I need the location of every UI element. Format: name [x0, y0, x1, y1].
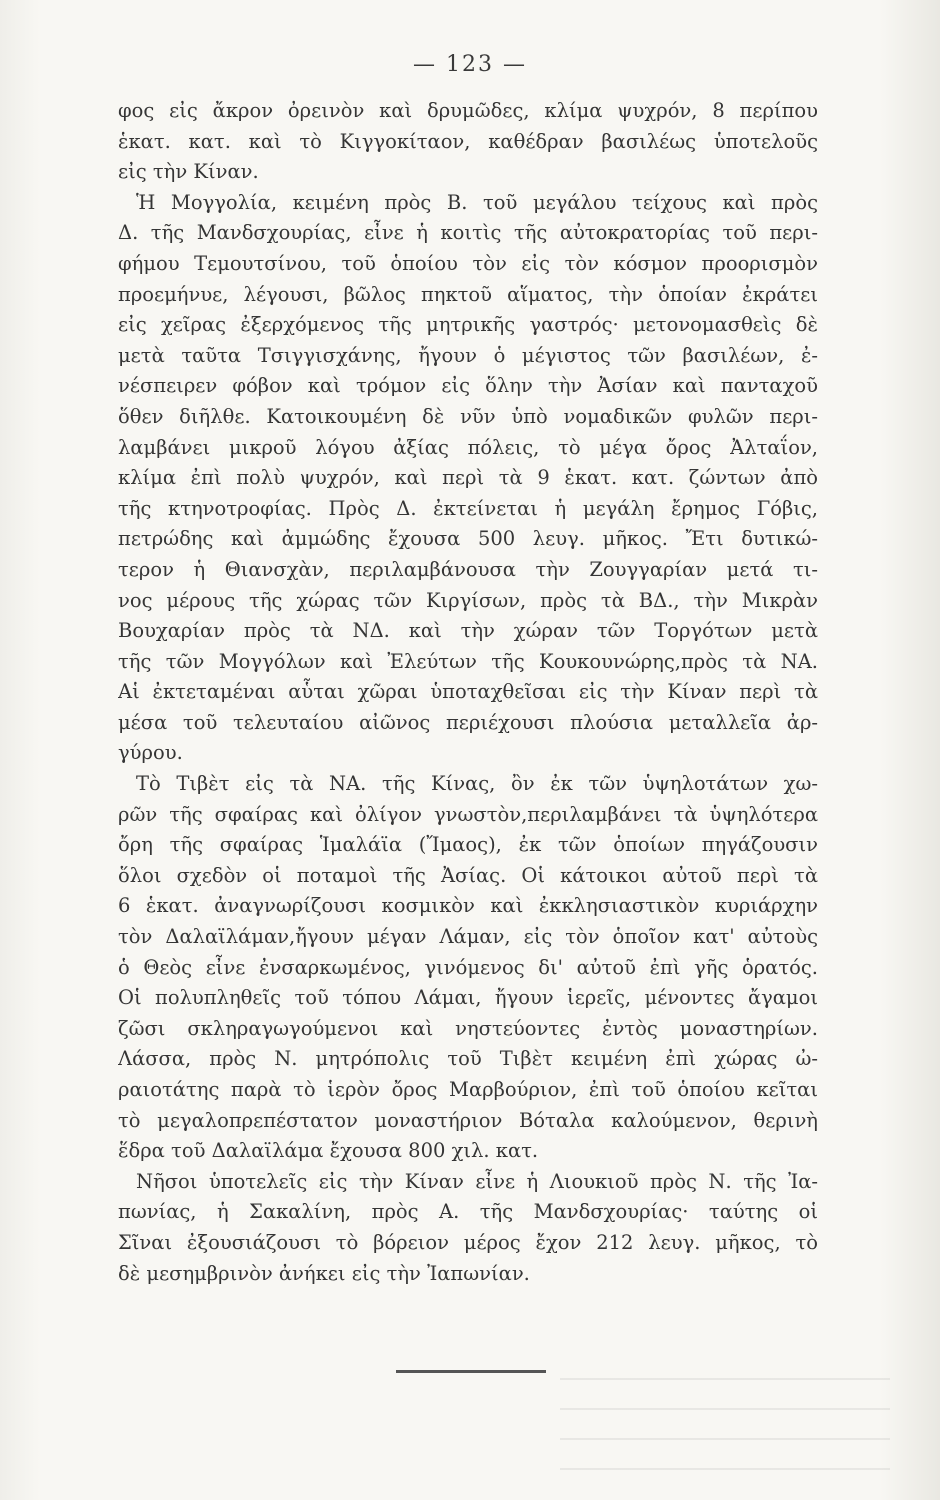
text-line: ὄρη τῆς σφαίρας Ἱμαλάϊα (Ἴμαος), ἐκ τῶν ὁποίων πηγάζουσιν	[118, 833, 818, 857]
text-line: εἰς χεῖρας ἐξερχόμενος τῆς μητρικῆς γαστρός· μετονομασθεὶς δὲ	[118, 313, 818, 337]
page-body-text	[118, 96, 818, 1289]
text-line: ὅλοι σχεδὸν οἱ ποταμοὶ τῆς Ἀσίας. Οἱ κάτοικοι αὐτοῦ περὶ τὰ	[118, 863, 818, 887]
text-line: Βουχαρίαν πρὸς τὰ ΝΔ. καὶ τὴν χώραν τῶν Τοργότων μετὰ	[118, 619, 818, 643]
text-line: πετρώδης καὶ ἀμμώδης ἔχουσα 500 λευγ. μῆκος. Ἔτι δυτικώ-	[118, 527, 818, 551]
text-line: ὅθεν διῆλθε. Κατοικουμένη δὲ νῦν ὑπὸ νομαδικῶν φυλῶν περι-	[118, 404, 818, 428]
text-line: φος εἰς ἄκρον ὀρεινὸν καὶ δρυμῶδες, κλίμα ψυχρόν, 8 περίπου	[118, 99, 818, 122]
text-line: 6 ἑκατ. ἀναγνωρίζουσι κοσμικὸν καὶ ἐκκλησιαστικὸν κυριάρχην	[118, 894, 818, 918]
text-line: μέσα τοῦ τελευταίου αἰῶνος περιέχουσι πλούσια μεταλλεῖα ἀρ-	[118, 710, 818, 734]
text-line: εἰς τὴν Κίναν.	[118, 160, 259, 184]
text-line: νέσπειρεν φόβον καὶ τρόμον εἰς ὅλην τὴν Ἀσίαν καὶ πανταχοῦ	[118, 374, 818, 398]
page-number: — 123 —	[413, 52, 527, 77]
text-line: Ἡ Μογγολία, κειμένη πρὸς Β. τοῦ μεγάλου τείχους καὶ πρὸς	[136, 190, 818, 214]
text-line: γύρου.	[118, 741, 183, 765]
text-line: τερον ἡ Θιανσχὰν, περιλαμβάνουσα τὴν Ζουγγαρίαν μετά τι-	[118, 557, 818, 581]
text-line: Αἱ ἐκτεταμέναι αὗται χῶραι ὑποταχθεῖσαι εἰς τὴν Κίναν περὶ τὰ	[118, 680, 818, 704]
text-line: Τὸ Τιβὲτ εἰς τὰ ΝΑ. τῆς Κίνας, ὂν ἐκ τῶν ὑψηλοτάτων χω-	[136, 772, 818, 796]
text-line: μετὰ ταῦτα Τσιγγισχάνης, ἤγουν ὁ μέγιστος τῶν βασιλέων, ἐ-	[118, 343, 818, 367]
show-through-text	[560, 1378, 890, 1498]
text-line: τῆς τῶν Μογγόλων καὶ Ἐλεύτων τῆς Κουκουνώρης,πρὸς τὰ ΝΑ.	[118, 649, 818, 673]
text-line: Δ. τῆς Μανδσχουρίας, εἶνε ἡ κοιτὶς τῆς αὐτοκρατορίας τοῦ περι-	[118, 221, 818, 245]
text-line: νος μέρους τῆς χώρας τῶν Κιργίσων, πρὸς τὰ ΒΔ., τὴν Μικρὰν	[118, 588, 818, 612]
text-line: Οἱ πολυπληθεῖς τοῦ τόπου Λάμαι, ἤγουν ἱερεῖς, μένοντες ἄγαμοι	[118, 986, 818, 1010]
text-line: ζῶσι σκληραγωγούμενοι καὶ νηστεύοντες ἐντὸς μοναστηρίων.	[118, 1016, 818, 1040]
text-line: ἑκατ. κατ. καὶ τὸ Κιγγοκίταον, καθέδραν βασιλέως ὑποτελοῦς	[118, 129, 818, 153]
text-line: ραιοτάτης παρὰ τὸ ἱερὸν ὄρος Μαρβούριον, ἐπὶ τοῦ ὁποίου κεῖται	[118, 1078, 818, 1101]
text-line: πωνίας, ἡ Σακαλίνη, πρὸς Α. τῆς Μανδσχουρίας· ταύτης οἱ	[118, 1200, 818, 1224]
text-line: προεμήνυε, λέγουσι, βῶλος πηκτοῦ αἵματος, τὴν ὁποίαν ἐκράτει	[118, 282, 818, 306]
text-line: Νῆσοι ὑποτελεῖς εἰς τὴν Κίναν εἶνε ἡ Λιουκιοῦ πρὸς Ν. τῆς Ἰα-	[136, 1169, 818, 1193]
text-line: φήμου Τεμουτσίνου, τοῦ ὁποίου τὸν εἰς τὸν κόσμον προορισμὸν	[118, 251, 818, 275]
text-line: ὁ Θεὸς εἶνε ἐνσαρκωμένος, γινόμενος δι' αὐτοῦ ἐπὶ γῆς ὁρατός.	[118, 955, 818, 979]
text-line: Λάσσα, πρὸς Ν. μητρόπολις τοῦ Τιβὲτ κειμένη ἐπὶ χώρας ὠ-	[118, 1047, 818, 1071]
text-line: ρῶν τῆς σφαίρας καὶ ὀλίγον γνωστὸν,περιλαμβάνει τὰ ὑψηλότερα	[118, 802, 818, 826]
end-rule	[396, 1370, 546, 1373]
text-line: κλίμα ἐπὶ πολὺ ψυχρόν, καὶ περὶ τὰ 9 ἑκατ. κατ. ζώντων ἀπὸ	[118, 466, 818, 490]
text-line: λαμβάνει μικροῦ λόγου ἀξίας πόλεις, τὸ μέγα ὄρος Ἀλταΐον,	[118, 435, 818, 459]
text-line: τὸν Δαλαϊλάμαν,ἤγουν μέγαν Λάμαν, εἰς τὸν ὁποῖον κατ' αὐτοὺς	[118, 925, 818, 949]
text-line: Σῖναι ἐξουσιάζουσι τὸ βόρειον μέρος ἔχον 212 λευγ. μῆκος, τὸ	[118, 1230, 818, 1254]
text-line: ἕδρα τοῦ Δαλαϊλάμα ἔχουσα 800 χιλ. κατ.	[118, 1139, 539, 1163]
text-line: τῆς κτηνοτροφίας. Πρὸς Δ. ἐκτείνεται ἡ μεγάλη ἔρημος Γόβις,	[118, 496, 818, 520]
text-line: τὸ μεγαλοπρεπέστατον μοναστήριον Βόταλα καλούμενον, θερινὴ	[118, 1108, 818, 1132]
text-line: δὲ μεσημβρινὸν ἀνήκει εἰς τὴν Ἰαπωνίαν.	[118, 1261, 530, 1285]
